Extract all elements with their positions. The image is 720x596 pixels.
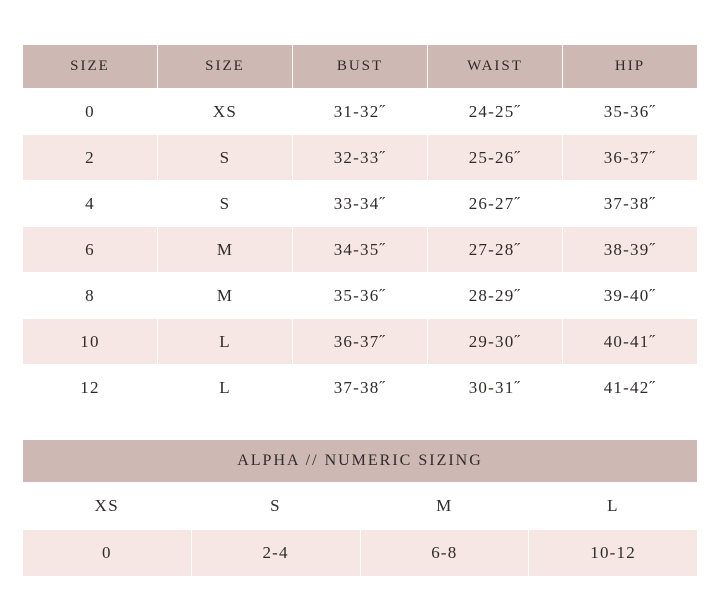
cell-hip: 37-38˝ [563, 181, 698, 227]
cell-size-alpha: S [158, 181, 293, 227]
cell-hip: 40-41˝ [563, 319, 698, 365]
cell-size-alpha: XS [158, 89, 293, 135]
cell-bust: 33-34˝ [293, 181, 428, 227]
alpha-header-s: S [191, 483, 360, 530]
cell-size-numeric: 12 [23, 365, 158, 411]
cell-bust: 35-36˝ [293, 273, 428, 319]
cell-bust: 37-38˝ [293, 365, 428, 411]
cell-size-alpha: M [158, 227, 293, 273]
cell-waist: 27-28˝ [428, 227, 563, 273]
column-header-bust: BUST [293, 45, 428, 89]
table-row [23, 181, 698, 227]
table-row [23, 273, 698, 319]
table-row [23, 89, 698, 135]
cell-size-numeric: 2 [23, 135, 158, 181]
alpha-title-row [23, 440, 698, 483]
cell-waist: 26-27˝ [428, 181, 563, 227]
alpha-numeric-sizing-table [22, 439, 698, 577]
cell-waist: 28-29˝ [428, 273, 563, 319]
table-row [23, 319, 698, 365]
column-header-size-numeric: SIZE [23, 45, 158, 89]
cell-size-alpha: S [158, 135, 293, 181]
size-table-header [23, 45, 698, 89]
size-table-body [23, 89, 698, 411]
column-header-waist: WAIST [428, 45, 563, 89]
cell-waist: 24-25˝ [428, 89, 563, 135]
table-row [23, 365, 698, 411]
alpha-header-l: L [529, 483, 698, 530]
alpha-table-title: ALPHA // NUMERIC SIZING [23, 440, 698, 483]
cell-waist: 29-30˝ [428, 319, 563, 365]
cell-size-alpha: L [158, 365, 293, 411]
alpha-table-body [23, 440, 698, 577]
cell-bust: 36-37˝ [293, 319, 428, 365]
alpha-value-xs: 0 [23, 530, 192, 577]
cell-waist: 25-26˝ [428, 135, 563, 181]
cell-size-numeric: 8 [23, 273, 158, 319]
cell-bust: 34-35˝ [293, 227, 428, 273]
column-header-size-alpha: SIZE [158, 45, 293, 89]
alpha-header-m: M [360, 483, 529, 530]
cell-size-numeric: 10 [23, 319, 158, 365]
alpha-value-s: 2-4 [191, 530, 360, 577]
cell-size-numeric: 4 [23, 181, 158, 227]
cell-size-alpha: L [158, 319, 293, 365]
cell-hip: 38-39˝ [563, 227, 698, 273]
cell-size-numeric: 6 [23, 227, 158, 273]
cell-bust: 32-33˝ [293, 135, 428, 181]
cell-size-alpha: M [158, 273, 293, 319]
cell-hip: 35-36˝ [563, 89, 698, 135]
alpha-value-l: 10-12 [529, 530, 698, 577]
column-header-hip: HIP [563, 45, 698, 89]
cell-waist: 30-31˝ [428, 365, 563, 411]
alpha-values-row [23, 530, 698, 577]
size-measurement-table [22, 44, 698, 411]
cell-bust: 31-32˝ [293, 89, 428, 135]
table-row [23, 227, 698, 273]
table-row [23, 135, 698, 181]
alpha-header-xs: XS [23, 483, 192, 530]
cell-hip: 41-42˝ [563, 365, 698, 411]
alpha-header-row [23, 483, 698, 530]
cell-size-numeric: 0 [23, 89, 158, 135]
table-header-row [23, 45, 698, 89]
cell-hip: 39-40˝ [563, 273, 698, 319]
alpha-value-m: 6-8 [360, 530, 529, 577]
cell-hip: 36-37˝ [563, 135, 698, 181]
